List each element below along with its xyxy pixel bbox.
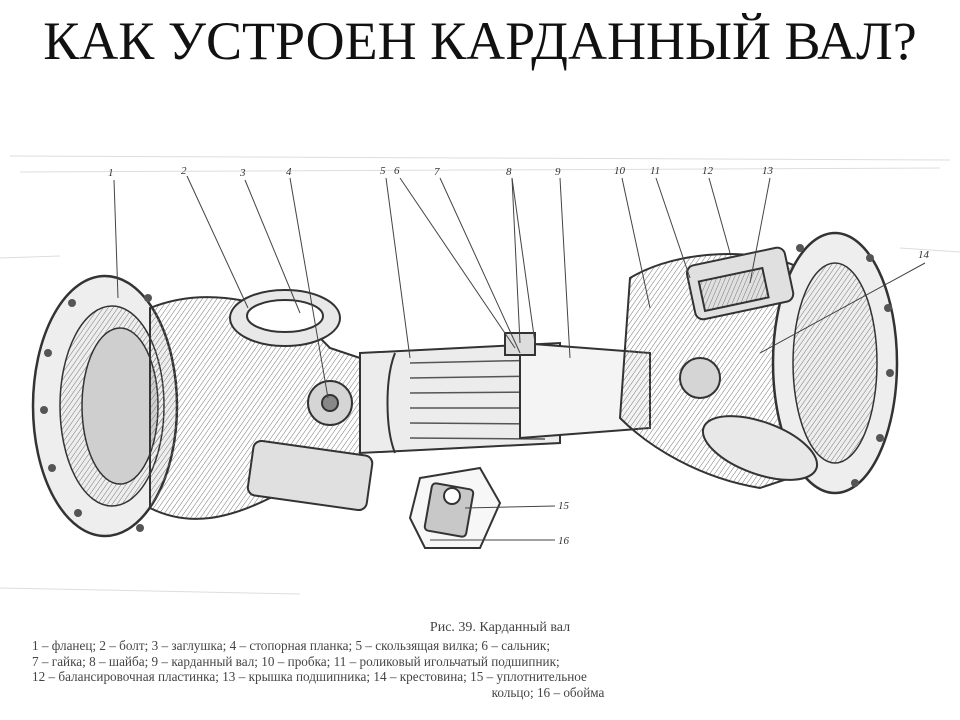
legend-item-nut: 7 – гайка xyxy=(32,653,83,669)
callout-8: 8 xyxy=(506,166,512,178)
legend-item-oil-seal: ; 6 – сальник xyxy=(474,638,546,653)
legend-item-lock-plate: ; 4 – стопорная планка xyxy=(223,638,349,653)
callout-15: 15 xyxy=(558,500,569,512)
legend-line-3 xyxy=(0,669,960,685)
legend-item-balance-plate: 12 – балансировочная пластинка xyxy=(32,669,216,684)
legend-item-needle-bearing: ; 11 – роликовый игольчатый подшипник xyxy=(327,654,556,669)
figure-caption xyxy=(0,620,960,720)
legend-item-bearing-cap: ; 13 – крышка подшипника xyxy=(215,669,366,684)
legend-line-4 xyxy=(0,685,960,701)
callout-1: 1 xyxy=(108,167,114,179)
legend-item-cage: ; 16 – обойма xyxy=(530,685,604,700)
legend-item-ring: кольцо xyxy=(491,684,530,700)
callout-14: 14 xyxy=(918,249,929,261)
callout-9: 9 xyxy=(555,166,561,178)
callout-10: 10 xyxy=(614,165,625,177)
callout-5: 5 xyxy=(380,165,386,177)
legend-item-cardan-shaft: ; 9 – карданный вал xyxy=(145,654,255,669)
callout-13: 13 xyxy=(762,165,773,177)
cardan-shaft-illustration xyxy=(0,148,960,618)
callout-6: 6 xyxy=(394,165,400,177)
callout-2: 2 xyxy=(181,165,187,177)
legend-item-flange: 1 – фланец xyxy=(32,638,93,653)
legend-item-plug: ; 3 – заглушка xyxy=(145,638,223,653)
callout-3: 3 xyxy=(240,167,246,179)
legend-item-sealing: ; 15 – уплотнительное xyxy=(463,669,587,684)
callout-16: 16 xyxy=(558,535,569,547)
callout-4: 4 xyxy=(286,166,292,178)
legend-line-1: 1 – фланец; 2 – болт; 3 – заглушка; 4 – стопорная планка; 5 – скользящая вилка; 6 – сальник; xyxy=(0,638,960,654)
callout-12: 12 xyxy=(702,165,713,177)
caption-title: Рис. 39. Карданный вал xyxy=(429,620,571,635)
legend-item-cross: ; 14 – крестовина xyxy=(366,669,463,684)
callout-7: 7 xyxy=(434,166,440,178)
legend-item-cork: ; 10 – пробка xyxy=(254,654,326,669)
callout-11: 11 xyxy=(650,165,661,177)
legend-item-sliding-yoke: ; 5 – скользящая вилка xyxy=(349,638,475,653)
legend-item-bolt: ; 2 – болт xyxy=(92,638,144,653)
legend-line-2: 7 – гайка; 8 – шайба; 9 – карданный вал; 10 – пробка; 11 – роликовый игольчатый подшипник; xyxy=(0,654,960,670)
legend-item-washer: ; 8 – шайба xyxy=(82,654,144,669)
slide-title: КАК УСТРОЕН КАРДАННЫЙ ВАЛ? xyxy=(43,11,917,71)
